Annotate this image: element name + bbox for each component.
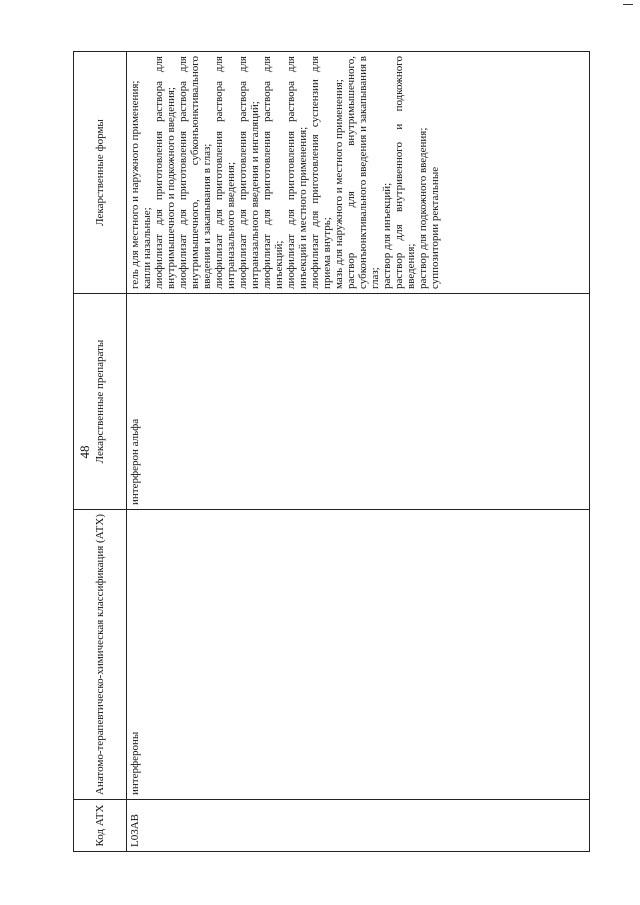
form-item: раствор для внутривенного и подкожного введения; [393,56,417,289]
form-item: лиофилизат для приготовления раствора для инъекций; [261,56,285,289]
form-item: лиофилизат для приготовления раствора для интраназального введения; [213,56,237,289]
cell-forms [127,52,590,294]
form-item: лиофилизат для приготовления раствора для внутримышечного, субконъюнктивального введения и закапывания в глаз; [177,56,213,289]
table-row [127,52,590,852]
header-forms: Лекарственные формы [74,52,127,294]
form-item: гель для местного и наружного применения; [129,80,141,289]
form-item: мазь для наружного и местного применения; [333,79,345,289]
header-classification: Анатомо-терапевтическо-химическая классификация (АТХ) [74,510,127,800]
atx-table [73,51,590,852]
corner-mark [623,4,633,5]
header-drugs: Лекарственные препараты [74,294,127,510]
cell-classification: интерфероны [127,510,590,800]
header-code: Код АТХ [74,800,127,852]
form-item: лиофилизат для приготовления раствора для внутримышечного и подкожного введения; [153,56,177,289]
cell-code: L03AB [127,800,590,852]
table-header-row [74,52,127,852]
form-item: лиофилизат для приготовления суспензии для приема внутрь; [309,56,333,289]
cell-drug: интерферон альфа [127,294,590,510]
page-number: 48 [77,445,92,459]
form-item: раствор для инъекций; [381,182,393,289]
form-item: лиофилизат для приготовления раствора для интраназального введения и ингаляций; [237,56,261,289]
form-item: суппозитории ректальные [429,166,441,289]
form-item: раствор для подкожного введения; [417,127,429,289]
rotated-table-container [73,52,590,852]
form-item: лиофилизат для приготовления раствора для инъекций и местного применения; [285,56,309,289]
form-item: раствор для внутримышечного, субконъюнктивального введения и закапывания в глаз; [345,56,381,289]
form-item: капли назальные; [141,207,153,289]
